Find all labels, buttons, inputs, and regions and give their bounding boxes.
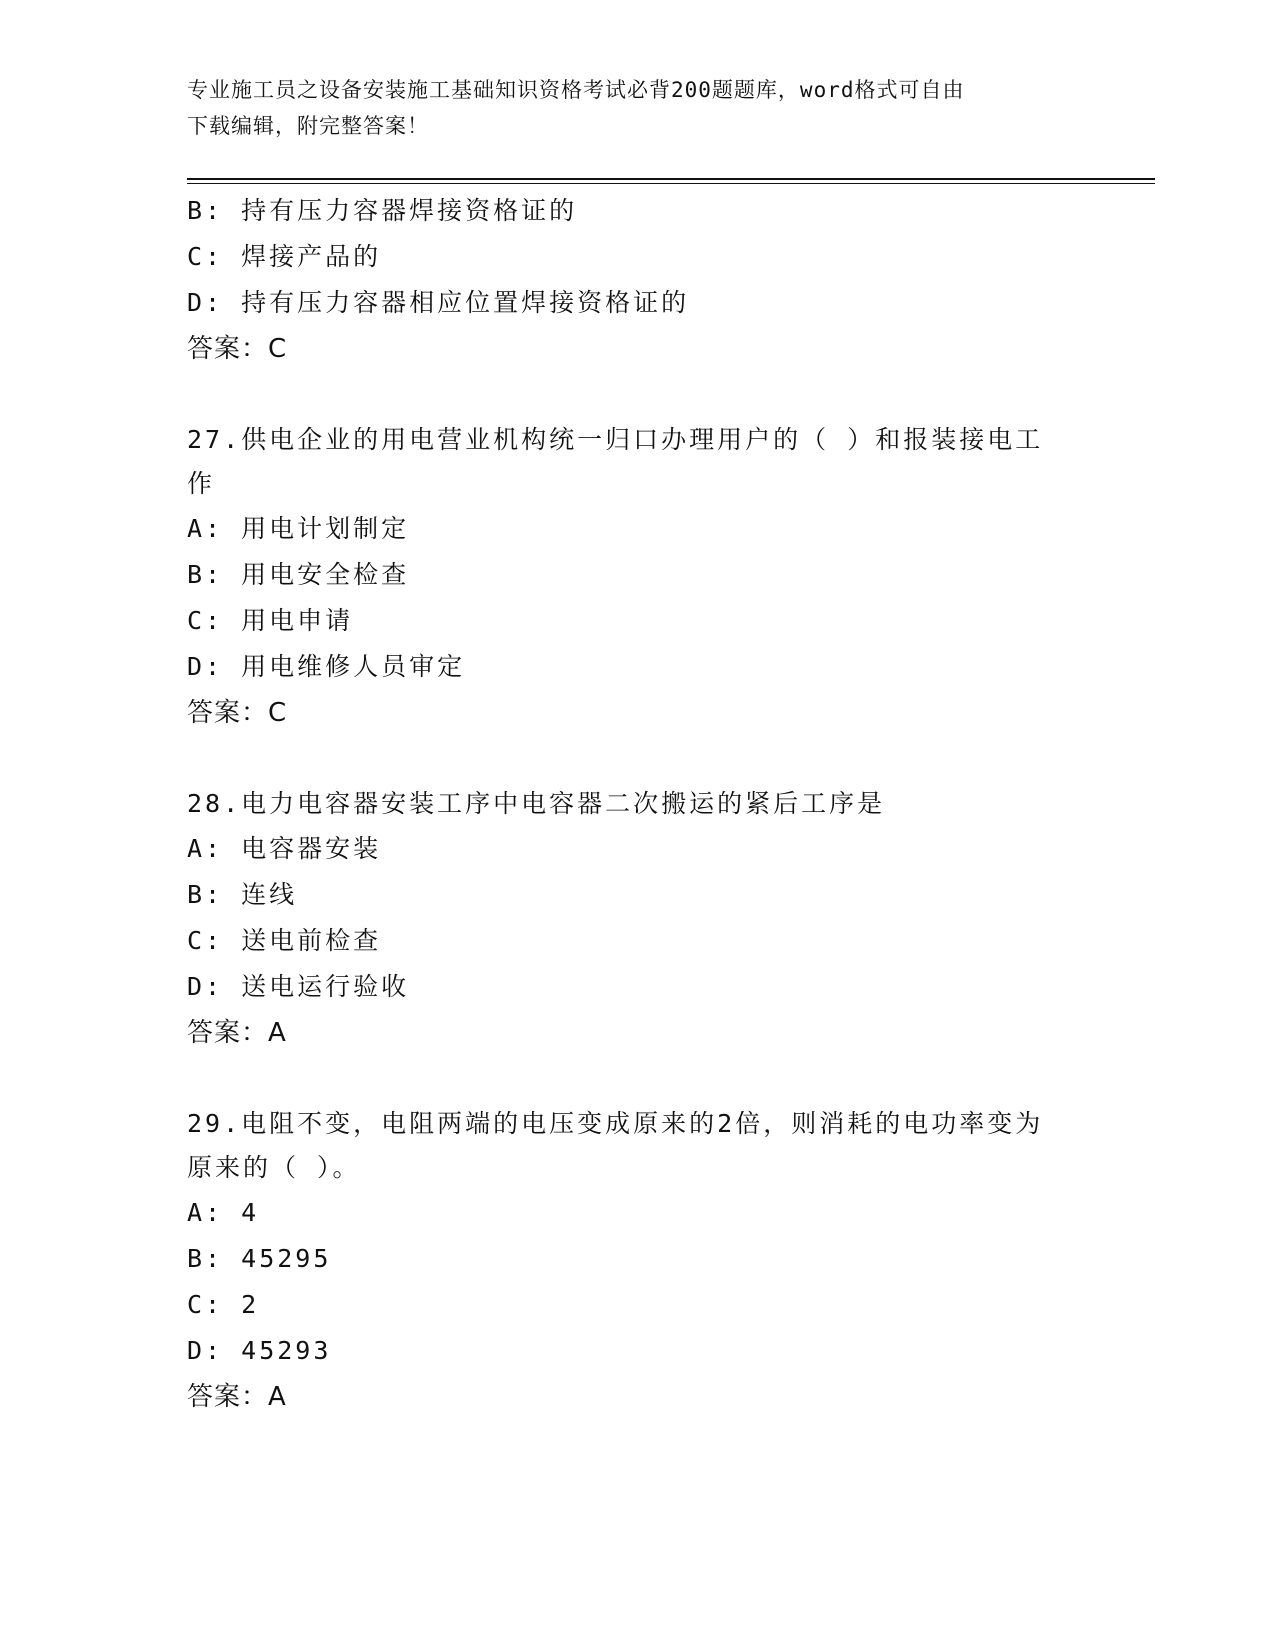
option-b: B: 45295 [187,1244,332,1273]
option-d: D: 持有压力容器相应位置焊接资格证的 [187,288,690,317]
question-29 [187,1102,1087,1420]
question-text: 29.电阻不变，电阻两端的电压变成原来的2倍，则消耗的电功率变为 [187,1109,1044,1138]
option-d: D: 45293 [187,1336,332,1365]
option-c: C: 用电申请 [187,606,354,635]
option-b: B: 连线 [187,880,298,909]
question-fragment [187,188,1087,372]
question-text: 原来的（ ）。 [187,1153,361,1182]
option-d: D: 送电运行验收 [187,972,410,1001]
question-text: 作 [187,469,216,498]
question-text: 27.供电企业的用电营业机构统一归口办理用户的（ ）和报装接电工 [187,425,1044,454]
header-line-2: 下载编辑，附完整答案！ [187,114,429,138]
question-27 [187,418,1087,736]
option-d: D: 用电维修人员审定 [187,652,466,681]
header-rule-thick [187,178,1155,180]
question-28 [187,782,1087,1056]
option-c: C: 送电前检查 [187,926,382,955]
question-content [187,188,1087,1420]
option-a: A: 4 [187,1198,260,1227]
option-a: A: 用电计划制定 [187,514,410,543]
answer: 答案：C [187,698,288,728]
option-c: C: 焊接产品的 [187,242,382,271]
header-line-1: 专业施工员之设备安装施工基础知识资格考试必背200题题库，word格式可自由 [187,78,965,102]
option-b: B: 用电安全检查 [187,560,410,589]
answer: 答案：A [187,1382,287,1412]
answer: 答案：C [187,334,288,364]
option-b: B: 持有压力容器焊接资格证的 [187,196,578,225]
answer: 答案：A [187,1018,287,1048]
question-text: 28.电力电容器安装工序中电容器二次搬运的紧后工序是 [187,789,886,818]
document-header [187,72,1087,144]
header-rule-thin [187,183,1155,184]
option-c: C: 2 [187,1290,260,1319]
option-a: A: 电容器安装 [187,834,382,863]
